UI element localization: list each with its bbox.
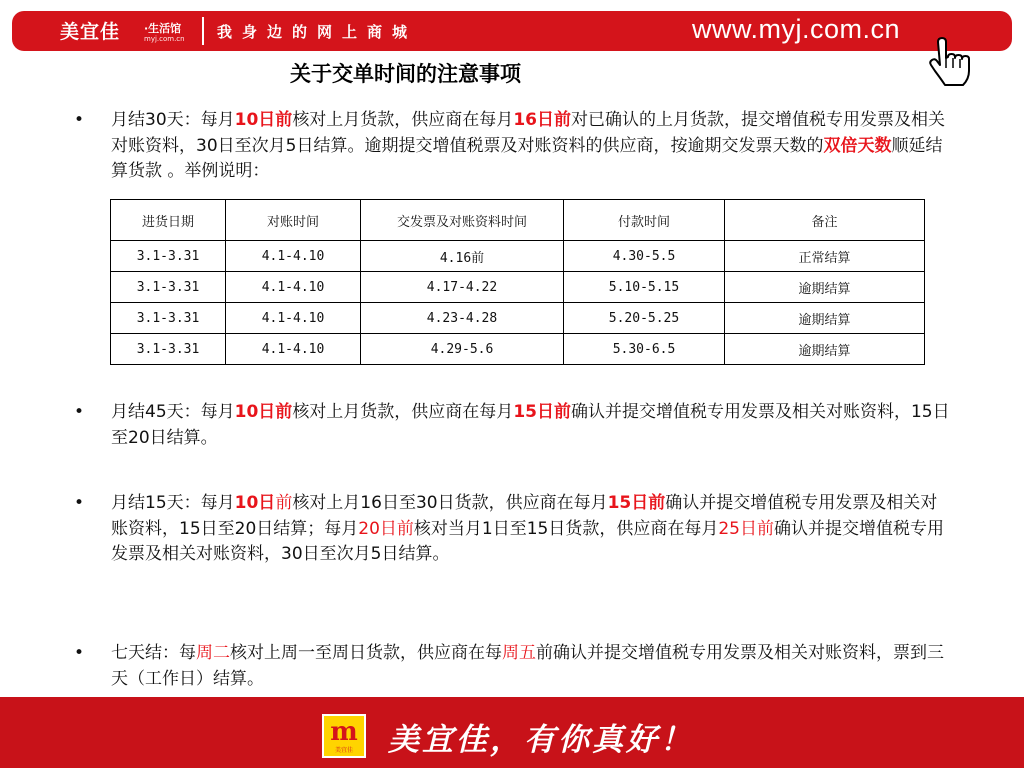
footer-logo-text: 美宜佳 [334, 747, 353, 754]
bullet-monthly-45 [111, 400, 951, 451]
bullet-text-segment: 月结15天：每月 [111, 493, 235, 513]
bullet-marker: • [74, 110, 85, 130]
footer-slogan: 美宜佳，有你真好！ [388, 722, 694, 758]
bullet-text-segment: 确认并提交增值税专用发票及相关对账资料，30日至次月5日结算。 [111, 518, 944, 564]
bullet-text-segment: 月结30天：每月 [111, 110, 235, 130]
table-header-cell: 进货日期 [111, 200, 226, 241]
table-cell: 3.1-3.31 [111, 334, 226, 365]
hand-pointer-icon [926, 36, 974, 86]
highlighted-text: 10日 [234, 493, 276, 513]
table-cell: 正常结算 [725, 241, 925, 272]
highlighted-text: 10日前 [234, 402, 293, 422]
header-banner [12, 11, 1012, 51]
table-cell: 逾期结算 [725, 272, 925, 303]
bullet-text-segment: 核对上月货款，供应商在每月 [292, 110, 514, 130]
table-row [111, 303, 925, 334]
table-cell: 3.1-3.31 [111, 303, 226, 334]
highlighted-text: 20日前 [358, 518, 414, 539]
highlighted-text: 16日前 [513, 110, 571, 130]
table-cell: 4.1-4.10 [226, 334, 361, 365]
table-cell: 4.16前 [361, 241, 564, 272]
header-slogan: 我身边的网上商城 [217, 23, 418, 41]
footer-logo [322, 714, 366, 758]
table-cell: 4.30-5.5 [564, 241, 725, 272]
page-title: 关于交单时间的注意事项 [290, 62, 521, 86]
highlighted-text: 周二 [196, 643, 230, 663]
highlighted-text: 周五 [502, 643, 536, 663]
table-cell: 4.1-4.10 [226, 241, 361, 272]
table-cell: 3.1-3.31 [111, 272, 226, 303]
table-header-cell: 对账时间 [226, 200, 361, 241]
highlighted-text: 25日前 [718, 518, 774, 539]
settlement-example-table [110, 199, 925, 365]
table-cell: 4.29-5.6 [361, 334, 564, 365]
bullet-text-segment: 前确认并提交增值税专用发票及相关对账资料，票到三天（工作日）结算。 [111, 643, 944, 689]
table-cell: 4.1-4.10 [226, 272, 361, 303]
table-cell: 5.10-5.15 [564, 272, 725, 303]
site-url-link[interactable]: www.myj.com.cn [691, 14, 900, 44]
brand-url: myj.com.cn [144, 35, 185, 43]
brand-logo-text[interactable]: 美宜佳 [60, 21, 121, 43]
bullet-text-segment: 月结45天：每月 [111, 402, 235, 422]
bullet-text-segment: 确认并提交增值税专用发票及相关对账资料，15日至20日结算。 [111, 402, 950, 448]
table-row [111, 334, 925, 365]
header-divider [202, 17, 204, 45]
table-cell: 4.23-4.28 [361, 303, 564, 334]
bullet-marker: • [74, 643, 85, 663]
bullet-monthly-15 [111, 491, 951, 568]
bullet-text-segment: 对已确认的上月货款，提交增值税专用发票及相关对账资料，30日至次月5日结算。逾期提交增值税票及对账资料的供应商，按逾期交发票天数的 [111, 110, 945, 156]
table-cell: 4.1-4.10 [226, 303, 361, 334]
bullet-text-segment: 核对当月1日至15日货款，供应商在每月 [413, 518, 719, 539]
bullet-text-segment: 核对上周一至周日货款，供应商在每 [230, 643, 502, 663]
table-header-cell: 付款时间 [564, 200, 725, 241]
table-cell: 4.17-4.22 [361, 272, 564, 303]
table-cell: 逾期结算 [725, 334, 925, 365]
footer-logo-mark: m [330, 717, 358, 747]
highlighted-text: 双倍天数 [823, 135, 892, 156]
bullet-marker: • [74, 402, 85, 422]
highlighted-text: 前 [275, 493, 293, 513]
brand-subtitle: ·生活馆 [144, 22, 182, 35]
bullet-text-segment: 顺延结算货款 。举例说明： [111, 135, 943, 181]
highlighted-text: 15日前 [607, 493, 666, 513]
table-cell: 5.20-5.25 [564, 303, 725, 334]
table-header-cell: 备注 [725, 200, 925, 241]
table-cell: 3.1-3.31 [111, 241, 226, 272]
highlighted-text: 10日前 [234, 110, 293, 130]
table-header-row [111, 200, 925, 241]
bullet-monthly-30 [111, 108, 951, 185]
bullet-weekly-7 [111, 641, 951, 692]
table-row [111, 272, 925, 303]
bullet-marker: • [74, 493, 85, 513]
highlighted-text: 15日前 [513, 402, 571, 422]
table-header-cell: 交发票及对账资料时间 [361, 200, 564, 241]
bullet-text-segment: 核对上月货款，供应商在每月 [292, 402, 514, 422]
table-row [111, 241, 925, 272]
bullet-text-segment: 七天结：每 [111, 643, 196, 663]
table-cell: 逾期结算 [725, 303, 925, 334]
bullet-text-segment: 核对上月16日至30日货款，供应商在每月 [292, 493, 608, 513]
bullet-text-segment: 确认并提交增值税专用发票及相关对账资料，15日至20日结算；每月 [111, 493, 938, 539]
table-cell: 5.30-6.5 [564, 334, 725, 365]
